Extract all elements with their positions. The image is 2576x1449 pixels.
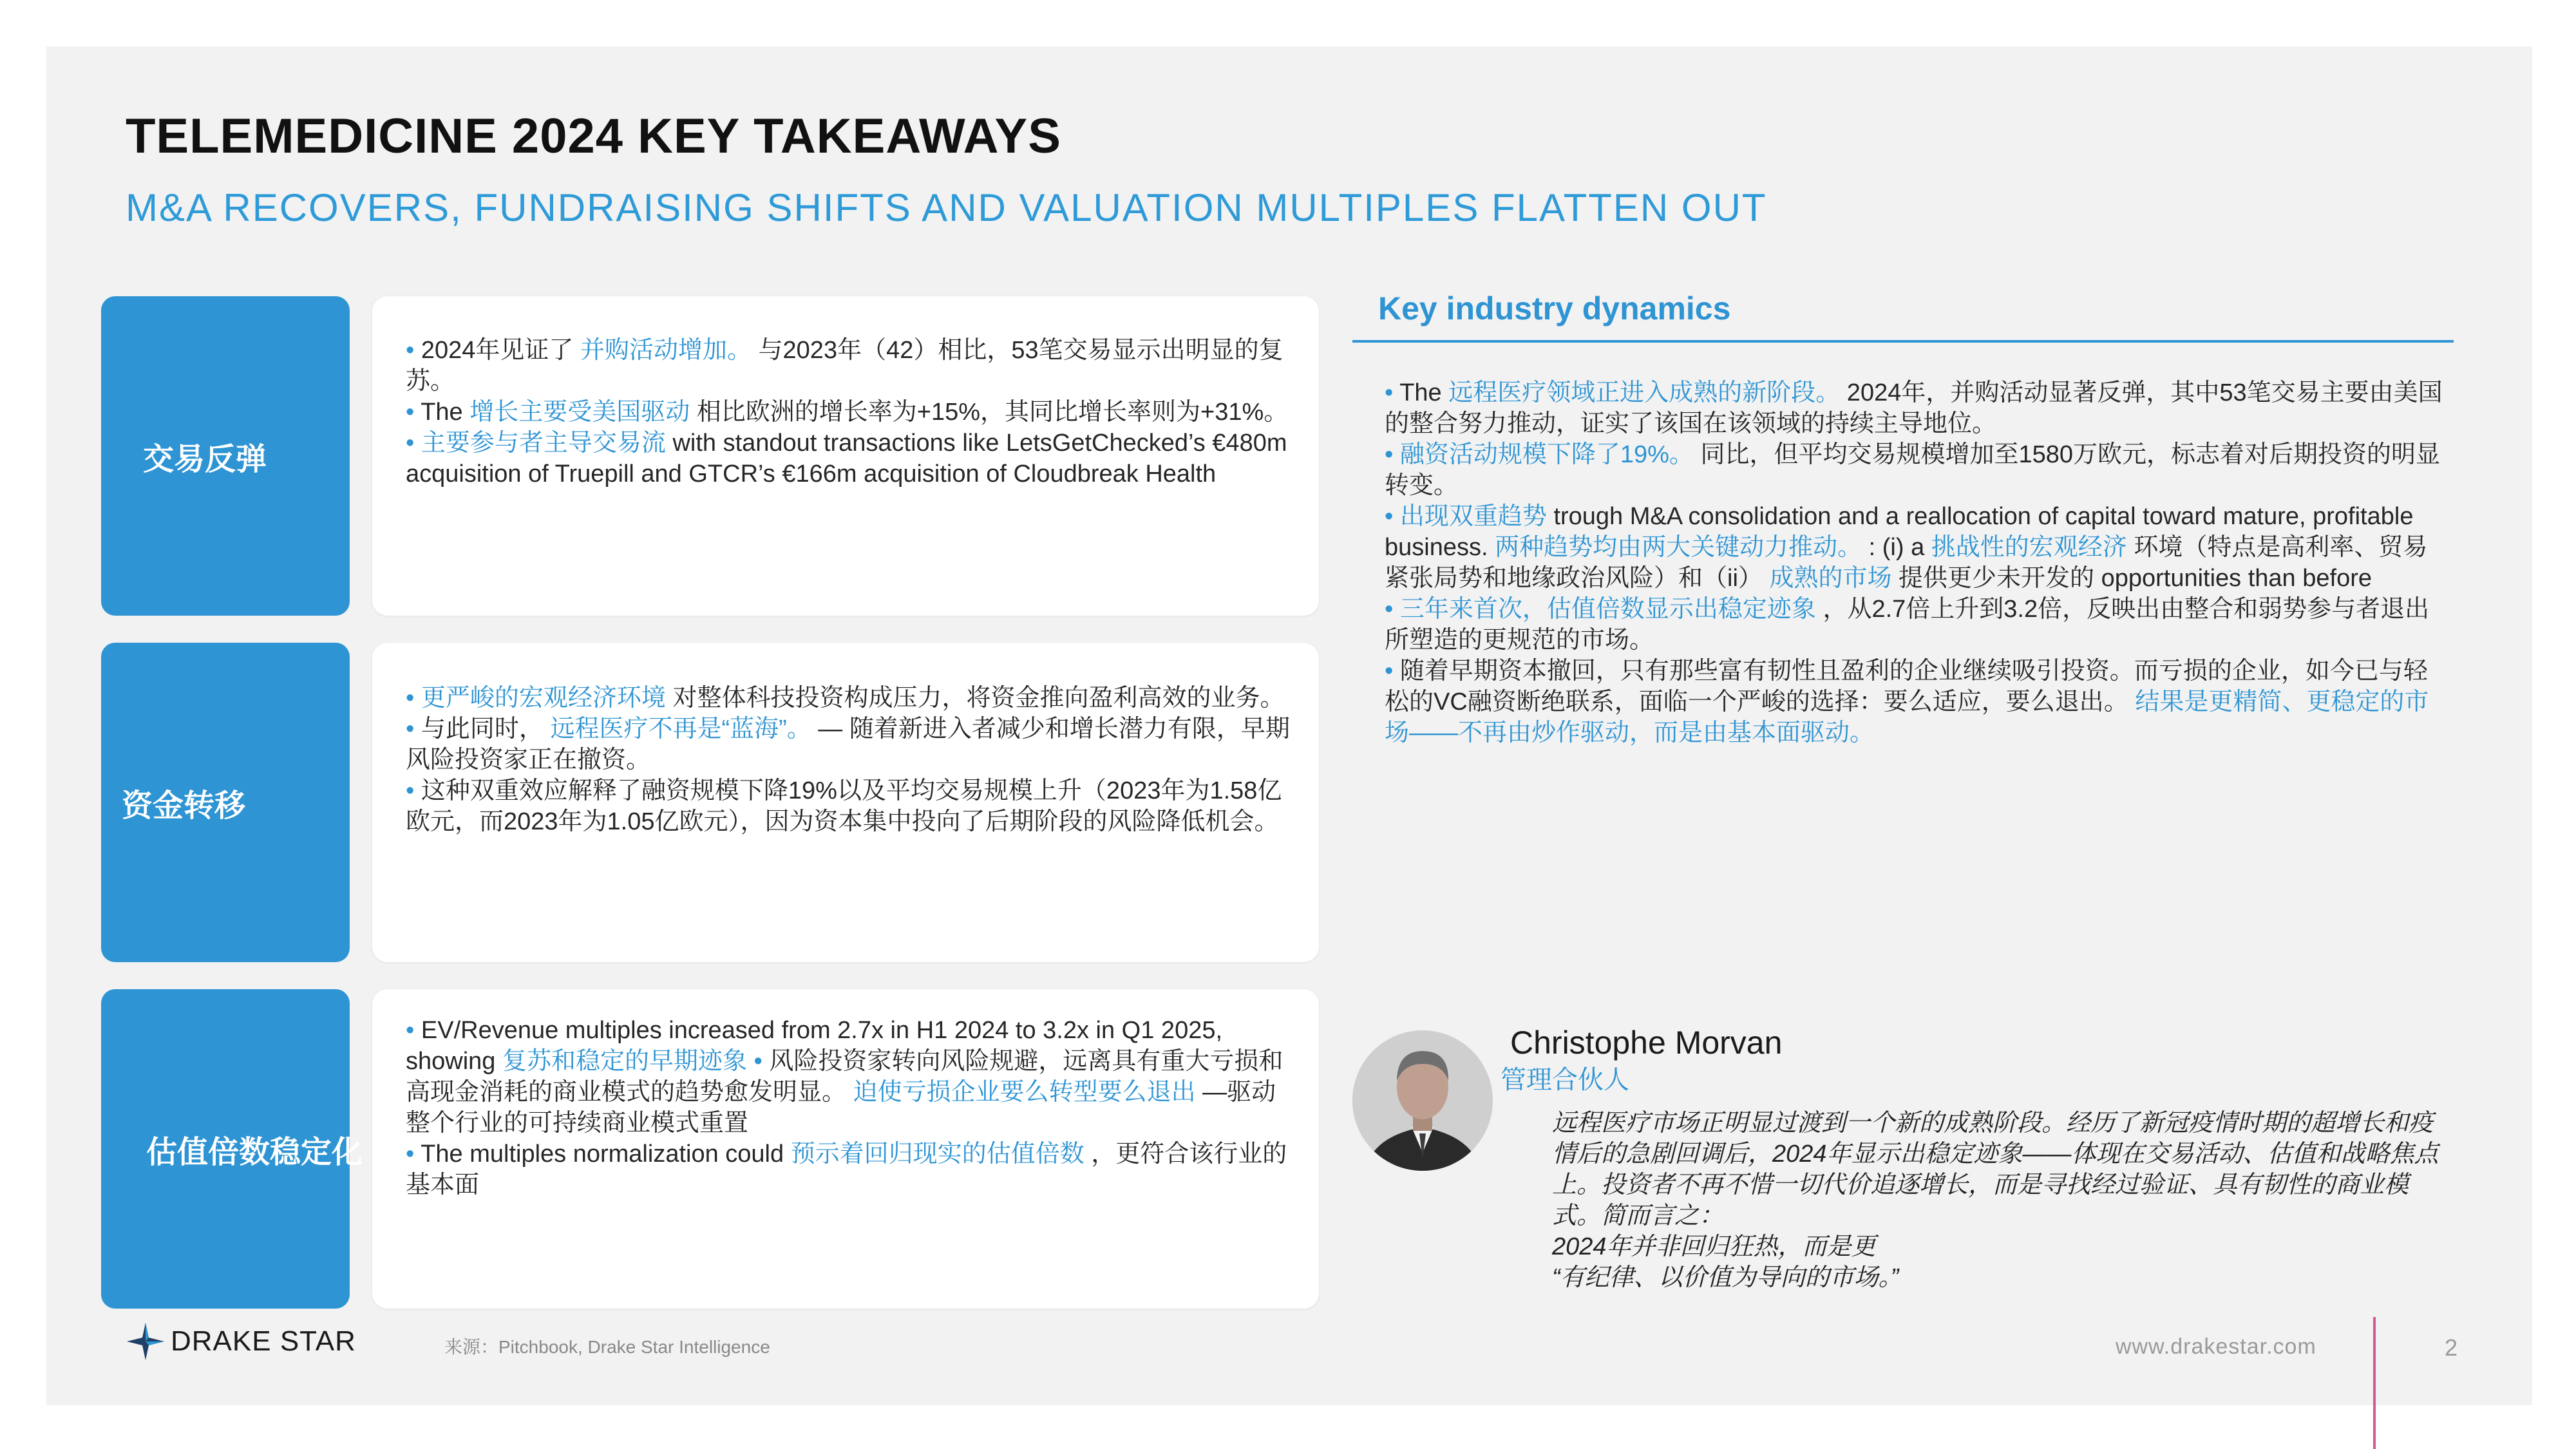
section-card-valuation (372, 989, 1319, 1309)
star-icon (126, 1321, 166, 1361)
bullet-item: • The multiples normalization could 预示着回归现实的估值倍数 ，更符合该行业的基本面 (406, 1141, 1287, 1198)
bullet-item: • 主要参与者主导交易流 with standout transactions like LetsGetChecked’s €480m acquisition of Truepill and GTCR’s €166m acquisition of Cloudbreak Health (406, 430, 1287, 488)
section-label: 交易反弹 (143, 442, 267, 477)
section-card-deal-rebound (372, 296, 1319, 616)
source-note: 来源：Pitchbook, Drake Star Intelligence (444, 1337, 770, 1357)
dynamics-text (1385, 377, 2447, 748)
website-url[interactable]: www.drakestar.com (2116, 1334, 2316, 1359)
section-text (406, 335, 1293, 489)
bullet-item: • 随着早期资本撤回，只有那些富有韧性且盈利的企业继续吸引投资。而亏损的企业，如今已与轻松的VC融资断绝联系，面临一个严峻的选择：要么适应，要么退出。 结果是更精简、更稳定的市场——不再由炒作驱动，而是由基本面驱动。 (1385, 658, 2429, 746)
logo-text: DRAKE STAR (171, 1325, 356, 1357)
bullet-item: • 更严峻的宏观经济环境 对整体科技投资构成压力，将资金推向盈利高效的业务。 (406, 685, 1285, 712)
page-number: 2 (2445, 1334, 2458, 1361)
avatar (1352, 1030, 1493, 1171)
section-label: 估值倍数稳定化 (146, 1135, 363, 1170)
quote-paragraph: 远程医疗市场正明显过渡到一个新的成熟阶段。经历了新冠疫情时期的超增长和疫情后的急剧回调后，2024年显示出稳定迹象——体现在交易活动、估值和战略焦点上。投资者不再不惜一切代价追逐增长，而是寻找经过验证、具有韧性的商业模式。简而言之： (1552, 1110, 2439, 1229)
bullet-item: • 与此同时， 远程医疗不再是“蓝海”。 — 随着新进入者减少和增长潜力有限，早期风险投资家正在撤资。 (406, 715, 1290, 773)
quote-line: 2024年并非回归狂热，而是更 (1552, 1233, 1876, 1260)
bullet-item: • The 增长主要受美国驱动 相比欧洲的增长率为+15%，其同比增长率则为+31%。 (406, 399, 1289, 426)
page-subtitle: M&A RECOVERS, FUNDRAISING SHIFTS AND VALUATION MULTIPLES FLATTEN OUT (126, 186, 1767, 229)
quote-line: “有纪律、以价值为导向的市场。” (1552, 1264, 1899, 1291)
bullet-item: • EV/Revenue multiples increased from 2.7x in H1 2024 to 3.2x in Q1 2025, showing 复苏和稳定的早期迹象 • 风险投资家转向风险规避，远离具有重大亏损和高现金消耗的商业模式的趋势愈发明显。 迫使亏损企业要么转型要么退出 —驱动整个行业的可持续商业模式重置 (406, 1017, 1283, 1137)
person-portrait-icon (1352, 1030, 1493, 1171)
bullet-item: • 2024年见证了 并购活动增加。 与2023年（42）相比，53笔交易显示出明显的复苏。 (406, 337, 1283, 395)
person-role: 管理合伙人 (1501, 1066, 1629, 1094)
bullet-item: • 融资活动规模下降了19%。 同比，但平均交易规模增加至1580万欧元，标志着对后期投资的明显转变。 (1385, 441, 2441, 499)
quote-text (1552, 1108, 2454, 1293)
bullet-item: • The 远程医疗领域正进入成熟的新阶段。 2024年，并购活动显著反弹，其中53笔交易主要由美国的整合努力推动，证实了该国在该领域的持续主导地位。 (1385, 379, 2443, 437)
company-logo (126, 1321, 356, 1361)
section-tab-valuation (101, 989, 363, 1309)
dynamics-heading: Key industry dynamics (1378, 290, 1731, 327)
section-label: 资金转移 (122, 788, 246, 823)
section-card-capital-shift (372, 643, 1319, 962)
footer-divider (2373, 1317, 2376, 1449)
section-tab-capital-shift (101, 643, 350, 962)
section-text (406, 1015, 1293, 1200)
bullet-item: • 三年来首次，估值倍数显示出稳定迹象 ，从2.7倍上升到3.2倍，反映出由整合和弱势参与者退出所塑造的更规范的市场。 (1385, 596, 2430, 654)
section-tab-deal-rebound (101, 296, 350, 616)
page-title: TELEMEDICINE 2024 KEY TAKEAWAYS (126, 109, 1061, 164)
bullet-item: • 出现双重趋势 trough M&A consolidation and a reallocation of capital toward mature, profitable business. 两种趋势均由两大关键动力推动。 : (i) a 挑战性的宏观经济 环境（特点是高利率、贸易紧张局势和地缘政治风险）和（ii） 成熟的市场 提供更少未开发的 opportunities than before (1385, 503, 2428, 592)
bullet-item: • 这种双重效应解释了融资规模下降19%以及平均交易规模上升（2023年为1.58亿欧元，而2023年为1.05亿欧元），因为资本集中投向了后期阶段的风险降低机会。 (406, 777, 1282, 835)
section-text (406, 683, 1293, 837)
person-name: Christophe Morvan (1510, 1025, 1783, 1061)
dynamics-divider (1352, 340, 2454, 343)
